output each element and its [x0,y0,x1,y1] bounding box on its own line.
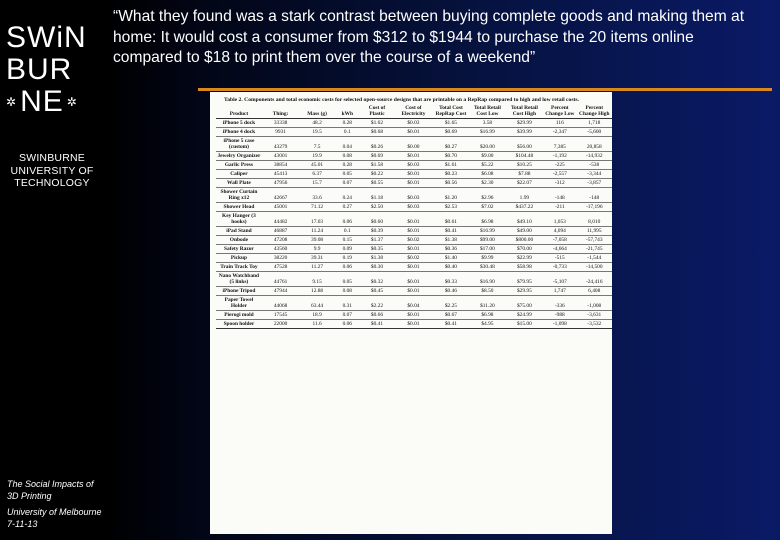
table-cell: $7.88 [506,170,544,179]
column-header: Product [216,105,262,119]
table-cell: $30.48 [469,263,505,272]
product-cell: iPhone 4 dock [216,128,262,137]
table-cell: $75.00 [506,296,544,311]
table-cell: -3,857 [577,179,613,188]
table-cell: 15.7 [299,179,334,188]
table-row [216,287,612,296]
product-cell: iPhone 5 dock [216,119,262,128]
table-cell: 0.04 [335,137,360,152]
table-cell: $0.00 [394,137,433,152]
table-cell: 0.05 [335,170,360,179]
column-header: Total Cost RepRap Cost [433,105,469,119]
table-cell: 7,385 [543,137,576,152]
table-cell: -2,557 [543,170,576,179]
table-cell: $0.01 [394,128,433,137]
table-cell: $17.00 [469,245,505,254]
table-cell: 1,718 [577,119,613,128]
table-cell: 19.9 [299,152,334,161]
table-cell: 0.1 [335,128,360,137]
table-cell: 0.28 [335,119,360,128]
table-cell: $0.41 [433,320,469,329]
table-cell: $800.00 [506,236,544,245]
table-row [216,296,612,311]
table-cell: -1,098 [543,320,576,329]
table-cell: $0.70 [433,152,469,161]
table-cell: 22000 [262,320,300,329]
table-row [216,212,612,227]
table-cell: 3.58 [469,119,505,128]
table-cell: 43279 [262,137,300,152]
table-cell: 0.24 [335,188,360,203]
table-cell: -148 [543,188,576,203]
table-cell: $0.33 [433,272,469,287]
table-cell: -17,196 [577,203,613,212]
table-cell: 1,747 [543,287,576,296]
table-caption: Table 2. Components and total economic costs for selected open-source designs that are printable on a RepRap compared to high and low retail costs. [224,97,579,103]
logo-row-1 [6,22,98,54]
table-cell: $6.98 [469,311,505,320]
table-cell: 0.27 [335,203,360,212]
table-cell: $20.00 [469,137,505,152]
table-cell: 12.88 [299,287,334,296]
table-cell: $8.50 [469,287,505,296]
table-cell: $1.38 [433,236,469,245]
table-row [216,128,612,137]
table-cell: $24.99 [506,311,544,320]
accent-divider [198,88,772,91]
table-cell: $1.20 [433,188,469,203]
product-cell: Garlic Press [216,161,262,170]
table-cell: 11.24 [299,227,334,236]
table-cell: $0.35 [360,245,394,254]
table-cell: 17545 [262,311,300,320]
table-cell: 8,010 [577,212,613,227]
table-cell: $0.36 [433,245,469,254]
table-cell: $79.95 [506,272,544,287]
table-cell: $9.99 [469,254,505,263]
table-cell: 44068 [262,296,300,311]
logo-row-2 [6,54,98,86]
table-cell: $1.61 [433,161,469,170]
table-cell: 38220 [262,254,300,263]
table-cell: $4.95 [469,320,505,329]
table-cell: -4,664 [543,245,576,254]
table-cell: $1.18 [360,188,394,203]
product-cell: iPhone 5 case (custom) [216,137,262,152]
product-cell: Pickup [216,254,262,263]
left-sidebar [0,0,105,540]
table-row [216,203,612,212]
table-cell: $0.01 [394,227,433,236]
table-cell: 63.44 [299,296,334,311]
table-cell: $0.40 [433,263,469,272]
column-header: Total Retail Cost High [506,105,544,119]
table-cell: 43560 [262,245,300,254]
university-name: SWINBURNE UNIVERSITY OF TECHNOLOGY [10,152,94,189]
table-cell: 0.08 [335,152,360,161]
table-cell: -211 [543,203,576,212]
table-cell: $0.46 [433,287,469,296]
table-cell: 18.9 [299,311,334,320]
table-cell: $0.01 [394,170,433,179]
table-cell: $437.22 [506,203,544,212]
product-cell: Shower Head [216,203,262,212]
table-cell: $0.02 [394,236,433,245]
table-cell: 116 [543,119,576,128]
cost-comparison-table [216,105,612,329]
product-cell: iPad Stand [216,227,262,236]
table-cell: $1.58 [360,161,394,170]
logo-text-2: BUR [6,53,73,86]
table-cell: $22.07 [506,179,544,188]
table-cell: -538 [577,161,613,170]
table-cell: -312 [543,179,576,188]
table-cell: -21,745 [577,245,613,254]
table-cell: -1,544 [577,254,613,263]
table-cell: $58.98 [506,263,544,272]
table-cell: 1,053 [543,212,576,227]
table-cell: 0.28 [335,161,360,170]
table-cell: 39.08 [299,236,334,245]
table-cell: $0.41 [360,320,394,329]
table-cell: 44761 [262,272,300,287]
table-cell: 33.6 [299,188,334,203]
table-cell: $0.68 [360,128,394,137]
table-cell: $39.99 [506,128,544,137]
table-row [216,119,612,128]
column-header: Cost of Plastic [360,105,394,119]
table-cell: $29.99 [506,119,544,128]
table-cell: $1.38 [360,254,394,263]
product-cell: Pierogi mold [216,311,262,320]
table-cell: $2.25 [433,296,469,311]
table-cell: $22.99 [506,254,544,263]
table-cell: 9.15 [299,272,334,287]
table-cell: $0.04 [394,296,433,311]
table-cell: -515 [543,254,576,263]
table-cell: $0.01 [394,179,433,188]
table-cell: $0.01 [394,311,433,320]
table-cell: $1.40 [433,254,469,263]
logo-text-1: SWiN [6,21,87,54]
column-header: Cost of Electricity [394,105,433,119]
table-cell: $0.01 [394,245,433,254]
column-header: Total Retail Cost Low [469,105,505,119]
product-cell: Train Track Toy [216,263,262,272]
table-cell: $0.66 [360,311,394,320]
table-cell: 0.1 [335,227,360,236]
table-cell: $1.37 [360,236,394,245]
table-cell: 0.09 [335,245,360,254]
table-cell: 0.06 [335,320,360,329]
table-cell: $0.01 [394,287,433,296]
table-cell: 0.15 [335,236,360,245]
table-cell: -5,107 [543,272,576,287]
table-cell: 19.5 [299,128,334,137]
product-cell: Jewelry Organizer [217,153,261,159]
table-cell: 11,995 [577,227,613,236]
table-cell: $29.95 [506,287,544,296]
table-cell: $0.45 [360,287,394,296]
table-row [216,245,612,254]
table-cell: $7.02 [469,203,505,212]
table-row [216,272,612,287]
product-cell: Spoon holder [216,320,262,329]
table-cell: $0.56 [433,179,469,188]
table-cell: 9931 [262,128,300,137]
table-cell: -336 [543,296,576,311]
product-cell: Paper Towel Holder [216,296,262,311]
table-cell: $15.00 [506,320,544,329]
table-cell: $9.00 [469,152,505,161]
table-cell: $0.67 [433,311,469,320]
table-cell: $0.01 [394,272,433,287]
table-row [216,320,612,329]
table-cell: $0.01 [394,212,433,227]
table-cell: $0.60 [360,212,394,227]
table-cell: $0.39 [360,227,394,236]
table-cell: -148 [577,188,613,203]
table-cell: $2.96 [469,188,505,203]
table-cell: 1.99 [506,188,544,203]
table-cell: -57,743 [577,236,613,245]
table-cell: $0.61 [433,212,469,227]
table-cell: $0.02 [394,254,433,263]
table-cell: 6,408 [577,287,613,296]
table-cell: $0.69 [360,152,394,161]
table-cell: $0.01 [394,263,433,272]
table-row [216,311,612,320]
table-cell: $1.65 [433,119,469,128]
table-cell: 0.07 [335,179,360,188]
table-cell: -1,008 [577,296,613,311]
table-cell: $1.62 [360,119,394,128]
product-cell: Nano Watchband (5 links) [216,272,262,287]
product-cell: iPhone Tripod [216,287,262,296]
table-cell: -7,058 [543,236,576,245]
table-cell: $0.01 [394,320,433,329]
table-row [216,161,612,170]
table-cell: $56.00 [506,137,544,152]
table-cell: 47944 [262,287,300,296]
table-cell: $11.20 [469,296,505,311]
star-icon: ✲ [66,95,78,109]
slide-quote: “What they found was a stark contrast between buying complete goods and making them at home: It would cost a consumer from $312 to $1944 to purchase the 20 items online compared to $18 to print them over the course of a weekend” [113,8,745,66]
footer-talk-title: The Social Impacts of 3D Printing [7,479,94,501]
table-cell: $0.30 [360,263,394,272]
table-cell: $6.08 [469,170,505,179]
table-cell: 11.27 [299,263,334,272]
table-cell: $49.00 [506,227,544,236]
table-row [216,137,612,152]
table-cell: 45.01 [299,161,334,170]
logo-text-3: NE [20,85,64,118]
table-cell: $0.27 [433,137,469,152]
table-cell: 9.9 [299,245,334,254]
table-cell: 45001 [262,203,300,212]
table-cell: 39.31 [299,254,334,263]
table-cell: 45413 [262,170,300,179]
table-cell: 47208 [262,236,300,245]
table-cell: $0.55 [360,179,394,188]
table-cell: $0.03 [394,203,433,212]
table-cell: $0.22 [360,170,394,179]
table-cell: 71.12 [299,203,334,212]
table-cell: $0.03 [394,188,433,203]
table-row [216,179,612,188]
table-row [216,263,612,272]
table-row [216,236,612,245]
table-cell: 38854 [262,161,300,170]
table-cell: 4,094 [543,227,576,236]
table-cell: 20,858 [577,137,613,152]
table-cell: $0.03 [394,119,433,128]
table-cell: 11.6 [299,320,334,329]
table-cell: 47956 [262,179,300,188]
table-cell: -225 [543,161,576,170]
product-cell: Key Hanger (3 hooks) [216,212,262,227]
table-cell: 0.07 [335,311,360,320]
table-cell: $0.26 [360,137,394,152]
table-cell: $104.48 [506,152,544,161]
table-cell: 0.06 [335,263,360,272]
table-header-row [216,105,612,119]
table-row [216,227,612,236]
table-cell: 46887 [262,227,300,236]
table-cell: $0.41 [433,227,469,236]
table-cell: 0.06 [335,212,360,227]
table-cell: -2,347 [543,128,576,137]
table-cell: $0.03 [394,161,433,170]
table-cell: $2.53 [433,203,469,212]
table-cell: -0,733 [543,263,576,272]
table-cell: -14,500 [577,263,613,272]
swinburne-logo [6,22,98,118]
table-image [210,92,612,534]
table-cell: -1,192 [543,152,576,161]
table-cell: -988 [543,311,576,320]
table-cell: 6.37 [299,170,334,179]
table-row [216,254,612,263]
star-icon: ✲ [6,95,18,109]
column-header: Percent Change Low [543,105,576,119]
table-cell: 33338 [262,119,300,128]
table-cell: $99.00 [469,236,505,245]
table-cell: $2.22 [360,296,394,311]
table-cell: 0.31 [335,296,360,311]
table-cell: 17.03 [299,212,334,227]
footer-venue-date: University of Melbourne 7-11-13 [7,507,102,529]
table-cell: 7.5 [299,137,334,152]
table-row [216,188,612,203]
table-body [216,119,612,329]
column-header: Percent Change High [577,105,613,119]
table-cell: 42667 [262,188,300,203]
product-cell: Shower Curtain Ring x12 [216,188,262,203]
table-cell: $0.32 [360,272,394,287]
table-cell: 0.08 [335,287,360,296]
table-cell: -5,600 [577,128,613,137]
table-row [216,170,612,179]
table-cell: $70.00 [506,245,544,254]
table-cell: $0.01 [394,152,433,161]
product-cell: Safety Razor [216,245,262,254]
table-cell: $2.50 [360,203,394,212]
table-cell: -14,932 [577,152,613,161]
product-cell: Onbode [216,236,262,245]
table-cell: -3,344 [577,170,613,179]
table-cell: 48.2 [299,119,334,128]
logo-row-3 [6,86,98,118]
table-cell: 43001 [262,152,300,161]
column-header: kWh [335,105,360,119]
table-cell: 47528 [262,263,300,272]
table-row [216,152,612,161]
table-cell: -3,631 [577,311,613,320]
table-cell: $2.30 [469,179,505,188]
table-cell: -3,532 [577,320,613,329]
table-cell: $16.90 [469,272,505,287]
table-cell: 44482 [262,212,300,227]
table-cell: $49.10 [506,212,544,227]
table-cell: $16.99 [469,227,505,236]
table-cell: -24,416 [577,272,613,287]
table-cell: $0.23 [433,170,469,179]
product-cell: Wall Plate [216,179,262,188]
table-cell: $16.99 [469,128,505,137]
table-cell: $0.69 [433,128,469,137]
table-cell: $5.22 [469,161,505,170]
product-cell: Caliper [216,170,262,179]
table-cell: $6.98 [469,212,505,227]
table-cell: 0.05 [335,272,360,287]
column-header: Thing: [262,105,300,119]
column-header: Mass (g) [299,105,334,119]
table-cell: 0.19 [335,254,360,263]
table-cell: $10.25 [506,161,544,170]
